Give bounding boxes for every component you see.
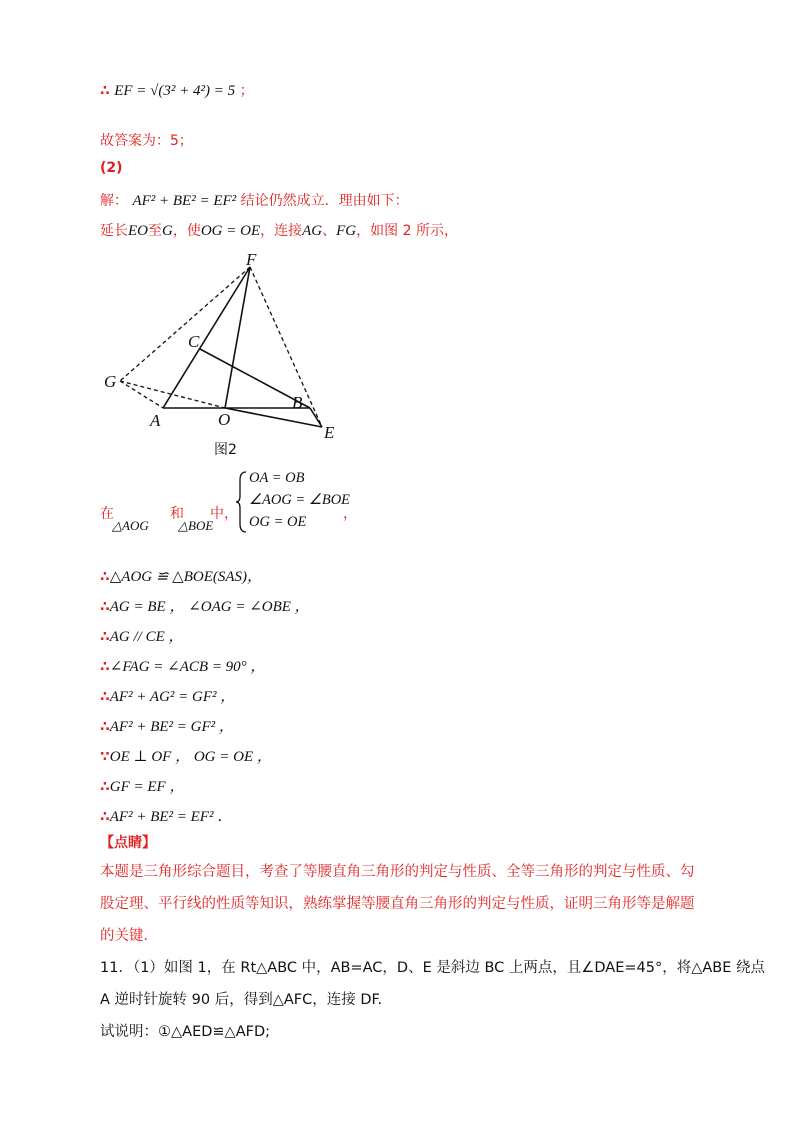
figure-caption: 图2 bbox=[214, 442, 237, 458]
condition-angle: ∠AOG = ∠BOE bbox=[249, 492, 351, 508]
proof-step bbox=[100, 655, 265, 676]
step-symbol: ∴ bbox=[100, 599, 110, 615]
proof-step bbox=[100, 685, 235, 706]
text-as-figure: ，如图 2 所示， bbox=[356, 223, 458, 239]
answer-line-ef bbox=[100, 80, 254, 100]
problem-11-line-1: 11．（1）如图 1，在 Rt△ABC 中，AB=AC，D、E 是斜边 BC 上两点，且∠DAE=45°，将△ABE 绕点 bbox=[100, 960, 766, 976]
step-symbol: ∵ bbox=[100, 749, 110, 765]
pythagorean-claim: AF² + BE² = EF² bbox=[132, 193, 237, 209]
ef-formula: EF = √(3² + 4²) = 5 bbox=[114, 83, 236, 99]
step-text: AG = BE ， ∠OAG = ∠OBE ， bbox=[109, 599, 310, 615]
dashed-fg bbox=[120, 267, 250, 381]
claim-text: 结论仍然成立．理由如下： bbox=[240, 193, 409, 209]
label-a: A bbox=[150, 411, 161, 430]
triangle-boe: △BOE bbox=[178, 518, 214, 533]
math-fg: FG bbox=[336, 223, 357, 239]
proof-step bbox=[100, 565, 262, 586]
comment-body: 本题是三角形综合题目，考查了等腰直角三角形的判定与性质、全等三角形的判定与性质、勾股定理、平行线的性质等知识，熟练掌握等腰直角三角形的判定与性质，证明三角形等是解题的关键． bbox=[100, 864, 695, 944]
step-text: ∠FAG = ∠ACB = 90° ， bbox=[109, 659, 266, 675]
step-symbol: ∴ bbox=[100, 629, 110, 645]
construction-line bbox=[100, 220, 458, 240]
step-symbol: ∴ bbox=[100, 809, 110, 825]
comment-heading: 【点睛】 bbox=[100, 835, 156, 851]
proof-step bbox=[100, 805, 232, 826]
proof-step bbox=[100, 775, 184, 796]
left-brace-icon bbox=[235, 470, 249, 534]
triangle-aog: △AOG bbox=[112, 518, 149, 533]
solution-label: 解： bbox=[100, 193, 128, 209]
dashed-go bbox=[120, 381, 225, 408]
label-b: B bbox=[292, 393, 303, 412]
segment-be bbox=[310, 408, 322, 427]
text-such-that: ，使 bbox=[172, 223, 201, 239]
label-c: C bbox=[188, 332, 200, 351]
step-text: OE ⊥ OF ， OG = OE ， bbox=[109, 749, 272, 765]
proof-step bbox=[100, 745, 272, 766]
step-symbol: ∴ bbox=[100, 659, 110, 675]
text-to: 至 bbox=[148, 223, 162, 239]
dashed-ga bbox=[120, 381, 163, 408]
step-text: △AOG ≌ △BOE(SAS)， bbox=[109, 569, 263, 585]
math-og-oe: OG = OE bbox=[200, 223, 261, 239]
line-punctuation: ； bbox=[239, 83, 254, 99]
part-2-label: (2) bbox=[100, 160, 123, 176]
math-g: G bbox=[162, 223, 173, 239]
step-symbol: ∴ bbox=[100, 719, 110, 735]
step-text: AF² + BE² = GF² ， bbox=[109, 719, 234, 735]
congruence-comma: ， bbox=[343, 506, 357, 522]
label-f: F bbox=[246, 250, 257, 269]
geometry-figure-2 bbox=[100, 250, 360, 465]
condition-og-oe: OG = OE bbox=[249, 514, 307, 530]
problem-11-line-2: A 逆时针旋转 90 后，得到△AFC，连接 DF. bbox=[100, 992, 383, 1008]
step-symbol: ∴ bbox=[100, 569, 110, 585]
proof-step bbox=[100, 595, 310, 616]
proof-step bbox=[100, 625, 184, 646]
congruence-middle: 中， bbox=[210, 506, 238, 522]
label-g: G bbox=[104, 372, 117, 391]
step-symbol: ∴ bbox=[100, 779, 110, 795]
step-text: AF² + BE² = EF² ． bbox=[109, 809, 233, 825]
congruence-and: 和 bbox=[170, 506, 184, 522]
proof-step bbox=[100, 715, 234, 736]
text-comma: 、 bbox=[322, 223, 337, 239]
math-ag: AG bbox=[302, 223, 323, 239]
dashed-fe bbox=[250, 267, 322, 427]
step-symbol: ∴ bbox=[100, 689, 110, 705]
therefore-symbol: ∴ bbox=[100, 83, 110, 99]
math-eo: EO bbox=[128, 223, 148, 239]
text-extend: 延长 bbox=[100, 223, 128, 239]
step-text: GF = EF ， bbox=[109, 779, 185, 795]
problem-11-line-3: 试说明：①△AED≌△AFD; bbox=[100, 1024, 271, 1040]
label-o: O bbox=[218, 410, 231, 429]
step-text: AF² + AG² = GF² ， bbox=[109, 689, 236, 705]
answer-statement: 故答案为：5； bbox=[100, 133, 193, 149]
step-text: AG // CE ， bbox=[109, 629, 184, 645]
label-e: E bbox=[324, 423, 335, 442]
text-connect: ，连接 bbox=[260, 223, 303, 239]
solution-intro bbox=[100, 190, 409, 210]
segment-oe bbox=[225, 408, 322, 427]
condition-oa-ob: OA = OB bbox=[249, 470, 305, 486]
congruence-in: 在 bbox=[100, 506, 114, 522]
